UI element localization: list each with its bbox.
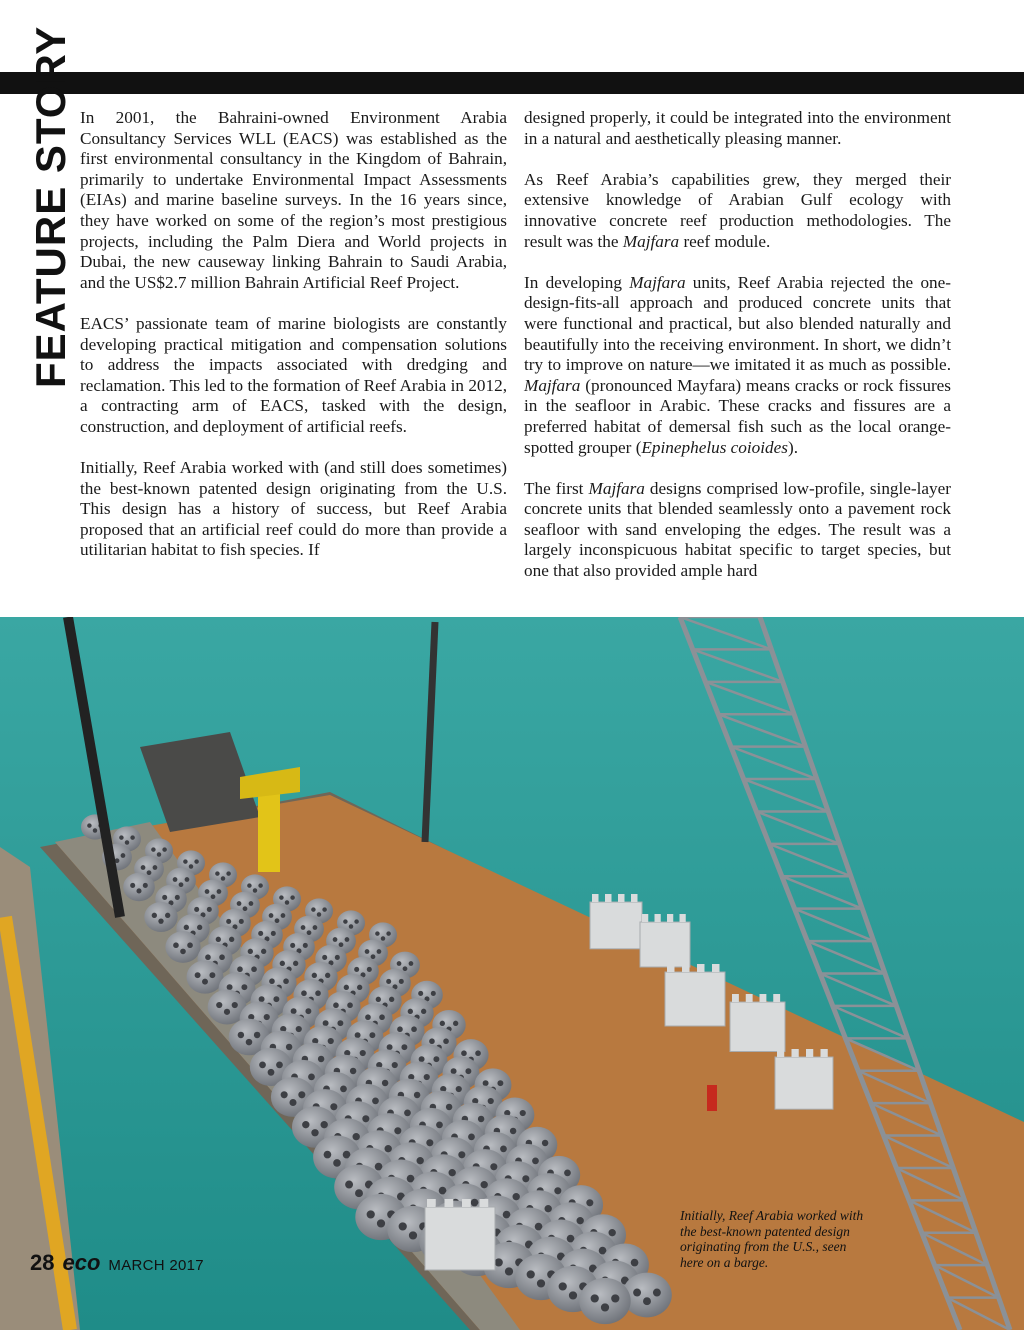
reef-ball-hole bbox=[461, 1050, 467, 1056]
reef-ball-hole bbox=[317, 912, 321, 916]
reef-ball-hole bbox=[221, 876, 225, 880]
reef-ball-hole bbox=[261, 949, 266, 954]
reef-ball-hole bbox=[254, 1032, 260, 1038]
module-battlement bbox=[618, 894, 625, 902]
module-battlement bbox=[697, 964, 705, 972]
reef-ball-hole bbox=[173, 877, 178, 882]
reef-ball-hole bbox=[554, 1187, 561, 1194]
reef-ball-hole bbox=[303, 943, 308, 948]
module-battlement bbox=[667, 914, 673, 922]
reef-ball-hole bbox=[330, 1103, 337, 1110]
reef-ball-hole bbox=[381, 936, 385, 940]
reef-ball-hole bbox=[389, 997, 394, 1002]
paragraph-3: Initially, Reef Arabia worked with (and still does sometimes) the best-known patented design originating from the U.S. This design has a history of success, but Reef Arabia proposed that an artificial reef could do more than provide a utilitarian habitat to fish species. If bbox=[80, 458, 507, 560]
reef-ball-hole bbox=[301, 925, 306, 930]
reef-ball-hole bbox=[633, 1289, 641, 1297]
reef-ball-hole bbox=[285, 900, 289, 904]
reef-ball-hole bbox=[339, 942, 344, 947]
paragraph-2: EACS’ passionate team of marine biologists are constantly developing practical mitigation and compensation solutions to address the impacts associated with dredging and reclamation. This led to the formation of Reef Arabia in 2012, a contracting arm of EACS, tasked with the design, construction, and deployment of artificial reefs. bbox=[80, 313, 507, 436]
reef-ball-hole bbox=[399, 1222, 407, 1230]
reef-ball-hole bbox=[481, 1181, 488, 1188]
reef-ball-hole bbox=[387, 1044, 393, 1050]
reef-ball-hole bbox=[375, 931, 379, 935]
reef-ball-hole bbox=[283, 978, 289, 984]
reef-ball-hole bbox=[183, 859, 187, 863]
reef-ball-hole bbox=[141, 865, 146, 870]
reef-ball-hole bbox=[483, 1080, 489, 1086]
reef-ball-hole bbox=[237, 901, 242, 906]
majfara-module bbox=[640, 922, 690, 967]
reef-ball-hole bbox=[343, 919, 347, 923]
reef-ball-hole bbox=[143, 883, 148, 888]
header-bar bbox=[0, 72, 1024, 94]
reef-ball-hole bbox=[194, 859, 198, 863]
reef-ball-hole bbox=[333, 937, 338, 942]
reef-ball-hole bbox=[175, 895, 180, 900]
paragraph-4: designed properly, it could be integrated into the environment in a natural and aesthetically pleasing manner. bbox=[524, 108, 951, 148]
reef-ball-hole bbox=[347, 1002, 353, 1008]
reef-ball-hole bbox=[219, 954, 225, 960]
reef-ball-hole bbox=[157, 852, 161, 856]
reef-ball-hole bbox=[349, 924, 353, 928]
reef-ball-hole bbox=[577, 1217, 584, 1224]
reef-ball-hole bbox=[209, 972, 215, 978]
reef-ball-hole bbox=[215, 871, 219, 875]
reef-ball-hole bbox=[147, 870, 152, 875]
reef-ball-hole bbox=[510, 1128, 516, 1134]
reef-ball-hole bbox=[372, 1097, 379, 1104]
module-battlement bbox=[445, 1199, 454, 1207]
reef-ball-hole bbox=[382, 1080, 388, 1086]
issue-date: MARCH 2017 bbox=[108, 1257, 204, 1274]
reef-ball-hole bbox=[185, 877, 190, 882]
reef-ball-hole bbox=[564, 1169, 571, 1176]
reef-ball-hole bbox=[468, 1133, 475, 1140]
reef-ball-hole bbox=[522, 1175, 529, 1182]
reef-ball-hole bbox=[446, 1104, 452, 1110]
reef-ball-hole bbox=[158, 919, 163, 924]
reef-ball-hole bbox=[275, 918, 280, 923]
section-label: FEATURE STORY bbox=[27, 25, 74, 388]
reef-ball-hole bbox=[505, 1267, 513, 1275]
reef-ball-hole bbox=[162, 895, 167, 900]
module-battlement bbox=[462, 1199, 471, 1207]
reef-ball-hole bbox=[392, 1062, 398, 1068]
module-battlement bbox=[667, 964, 675, 972]
reef-ball-hole bbox=[130, 835, 134, 839]
reef-ball-hole bbox=[360, 1050, 366, 1056]
reef-ball-hole bbox=[475, 1050, 481, 1056]
reef-ball-hole bbox=[394, 1127, 401, 1134]
reef-ball-hole bbox=[357, 985, 362, 990]
reef-ball-hole bbox=[369, 1032, 375, 1038]
reef-ball-hole bbox=[180, 949, 186, 955]
reef-ball-hole bbox=[350, 1068, 356, 1074]
module-battlement bbox=[680, 914, 686, 922]
reef-ball-hole bbox=[308, 1073, 315, 1080]
reef-ball-hole bbox=[542, 1140, 548, 1146]
reef-ball-hole bbox=[456, 1086, 462, 1092]
reef-ball-hole bbox=[559, 1282, 567, 1290]
reef-ball-hole bbox=[591, 1294, 599, 1302]
paragraph-7: The first Majfara designs comprised low-profile, single-layer concrete units that blended seamlessly onto a pavement rock seafloor with sand enveloping the edges. The result was a largely inconspicuous habitat specific to target species, but one that also provided ample hard bbox=[524, 478, 951, 581]
reef-ball-hole bbox=[251, 966, 257, 972]
reef-ball-hole bbox=[345, 937, 350, 942]
reef-ball-hole bbox=[165, 913, 170, 918]
reef-ball-hole bbox=[532, 1157, 539, 1164]
reef-ball-hole bbox=[401, 1044, 407, 1050]
module-battlement bbox=[732, 994, 739, 1002]
reef-ball-hole bbox=[241, 984, 247, 990]
worker bbox=[707, 1085, 717, 1111]
reef-ball-hole bbox=[238, 1032, 244, 1038]
reef-ball-hole bbox=[217, 889, 222, 894]
reef-ball-hole bbox=[249, 901, 254, 906]
reef-ball-hole bbox=[305, 1008, 311, 1014]
reef-ball-hole bbox=[211, 894, 216, 899]
reef-ball-hole bbox=[248, 949, 253, 954]
reef-ball-hole bbox=[362, 1115, 369, 1122]
reef-ball-hole bbox=[399, 979, 404, 984]
reef-ball-hole bbox=[440, 1021, 445, 1026]
reef-ball-hole bbox=[224, 1009, 230, 1015]
module-battlement bbox=[480, 1199, 489, 1207]
reef-ball-hole bbox=[296, 1026, 302, 1032]
reef-ball-hole bbox=[312, 973, 317, 978]
reef-ball-hole bbox=[311, 907, 315, 911]
reef-ball-hole bbox=[365, 1014, 371, 1020]
reef-ball-hole bbox=[205, 954, 211, 960]
reef-ball-hole bbox=[403, 966, 408, 971]
reef-ball-hole bbox=[451, 1068, 457, 1074]
reef-ball-hole bbox=[355, 1032, 361, 1038]
reef-ball-hole bbox=[365, 949, 370, 954]
reef-ball-hole bbox=[179, 882, 184, 887]
reef-ball-hole bbox=[353, 1133, 360, 1140]
reef-ball bbox=[123, 873, 155, 901]
reef-ball-hole bbox=[290, 943, 295, 948]
module-battlement bbox=[605, 894, 612, 902]
reef-ball-hole bbox=[318, 1056, 324, 1062]
reef-ball-hole bbox=[302, 1121, 309, 1128]
module-battlement bbox=[642, 914, 648, 922]
reef-ball-hole bbox=[397, 961, 402, 966]
reef-ball-hole bbox=[449, 1169, 456, 1176]
reef-ball-hole bbox=[291, 1008, 297, 1014]
reef-ball-hole bbox=[386, 979, 391, 984]
reef-ball-hole bbox=[443, 1038, 449, 1044]
reef-ball-hole bbox=[328, 1038, 334, 1044]
reef-ball-hole bbox=[340, 1085, 347, 1092]
reef-ball-hole bbox=[653, 1289, 661, 1297]
reef-ball-hole bbox=[417, 1157, 424, 1164]
reef-ball-hole bbox=[513, 1193, 520, 1200]
reef-ball-hole bbox=[408, 1009, 413, 1014]
reef-ball-hole bbox=[404, 1109, 411, 1116]
reef-ball-hole bbox=[424, 1074, 430, 1080]
reef-ball-hole bbox=[333, 1159, 341, 1167]
reef-ball-hole bbox=[426, 1139, 433, 1146]
reef-ball-hole bbox=[409, 961, 414, 966]
reef-ball-hole bbox=[323, 1020, 329, 1026]
reef-ball-hole bbox=[207, 907, 212, 912]
reef-ball bbox=[144, 902, 177, 932]
reef-ball-hole bbox=[281, 1091, 288, 1098]
article-column-right bbox=[524, 108, 951, 582]
reef-ball-hole bbox=[354, 919, 358, 923]
reef-ball-hole bbox=[253, 888, 257, 892]
module-battlement bbox=[631, 894, 638, 902]
reef-ball-hole bbox=[259, 1061, 266, 1068]
reef-ball-hole bbox=[478, 1116, 484, 1122]
reef-ball-hole bbox=[136, 888, 141, 893]
reef-ball bbox=[579, 1278, 630, 1324]
majfara-module bbox=[730, 1002, 785, 1052]
reef-ball-hole bbox=[322, 955, 327, 960]
majfara-module bbox=[665, 972, 725, 1026]
reef-ball-hole bbox=[631, 1259, 639, 1267]
module-battlement bbox=[746, 994, 753, 1002]
reef-ball-hole bbox=[311, 1129, 318, 1136]
reef-ball-hole bbox=[411, 1026, 417, 1032]
page-number: 28 bbox=[30, 1250, 55, 1275]
reef-ball-hole bbox=[121, 853, 126, 858]
reef-ball-hole bbox=[367, 1210, 375, 1218]
reef-ball-hole bbox=[216, 937, 221, 942]
reef-ball-hole bbox=[289, 1099, 296, 1106]
reef-ball-hole bbox=[246, 1039, 252, 1045]
reef-ball-hole bbox=[264, 1014, 270, 1020]
reef-ball-hole bbox=[520, 1110, 526, 1116]
reef-ball-hole bbox=[322, 907, 326, 911]
reef-ball-hole bbox=[379, 1014, 385, 1020]
reef-ball-hole bbox=[184, 925, 189, 930]
reef-ball-hole bbox=[397, 1026, 403, 1032]
reef-ball-hole bbox=[232, 1002, 238, 1008]
reef-ball bbox=[187, 960, 224, 993]
reef-ball-hole bbox=[153, 865, 158, 870]
reef-ball-hole bbox=[321, 1121, 328, 1128]
reef-ball-hole bbox=[601, 1303, 609, 1311]
paragraph-1: In 2001, the Bahraini-owned Environment Arabia Consultancy Services WLL (EACS) was established as the first environmental consultancy in the Kingdom of Bahrain, primarily to undertake Environmental Impact Assessments (EIAs) and marine baseline surveys. In the 16 years since, they have worked on some of the region’s most prestigious projects, including the Palm Diera and World projects in Dubai, the new causeway linking Bahrain to Saudi Arabia, and the US$2.7 million Bahrain Artificial Reef Project. bbox=[80, 108, 507, 292]
reef-ball-hole bbox=[324, 1151, 332, 1159]
majfara-module bbox=[425, 1207, 495, 1270]
reef-ball-hole bbox=[433, 1056, 439, 1062]
reef-ball-hole bbox=[195, 972, 201, 978]
reef-ball-hole bbox=[152, 913, 157, 918]
reef-ball-hole bbox=[271, 931, 276, 936]
module-battlement bbox=[792, 1049, 799, 1057]
reef-ball-hole bbox=[527, 1270, 535, 1278]
reef-ball-hole bbox=[239, 919, 244, 924]
reef-ball-hole bbox=[194, 907, 199, 912]
reef-ball-hole bbox=[258, 883, 262, 887]
reef-ball-hole bbox=[280, 961, 285, 966]
reef-ball-hole bbox=[87, 823, 91, 827]
reef-ball-hole bbox=[130, 883, 135, 888]
reef-ball-hole bbox=[643, 1297, 651, 1305]
reef-ball-hole bbox=[293, 961, 298, 966]
reef-ball-hole bbox=[418, 991, 423, 996]
module-battlement bbox=[592, 894, 599, 902]
reef-ball-hole bbox=[125, 840, 129, 844]
module-battlement bbox=[777, 1049, 784, 1057]
module-battlement bbox=[712, 964, 720, 972]
reef-ball-hole bbox=[119, 835, 123, 839]
reef-ball-hole bbox=[229, 937, 234, 942]
reef-ball-hole bbox=[537, 1279, 545, 1287]
reef-ball-hole bbox=[205, 889, 210, 894]
reef-ball-hole bbox=[500, 1145, 507, 1152]
reef-ball-hole bbox=[421, 1009, 426, 1014]
reef-ball-hole bbox=[367, 967, 372, 972]
reef-ball-hole bbox=[197, 925, 202, 930]
reef-ball-hole bbox=[151, 847, 155, 851]
reef-ball-hole bbox=[216, 1002, 222, 1008]
reef-ball-hole bbox=[495, 1258, 503, 1266]
reef-ball-hole bbox=[290, 895, 294, 899]
reef-ball-hole bbox=[247, 883, 251, 887]
reef-ball-hole bbox=[345, 1181, 353, 1189]
reef-ball-hole bbox=[258, 931, 263, 936]
reef-ball-hole bbox=[488, 1098, 494, 1104]
reef-ball-hole bbox=[371, 954, 376, 959]
majfara-module bbox=[775, 1057, 833, 1109]
reef-ball-hole bbox=[226, 871, 230, 875]
reef-ball-hole bbox=[226, 919, 231, 924]
module-battlement bbox=[427, 1199, 436, 1207]
reef-ball-hole bbox=[301, 990, 307, 996]
reef-ball-hole bbox=[269, 978, 275, 984]
reef-ball-hole bbox=[313, 925, 318, 930]
article-column-left bbox=[80, 108, 507, 561]
reef-ball-hole bbox=[337, 1020, 343, 1026]
reef-ball-hole bbox=[436, 1121, 443, 1128]
reef-ball-hole bbox=[269, 913, 274, 918]
reef-ball-hole bbox=[315, 990, 321, 996]
reef-ball bbox=[165, 931, 200, 963]
module-battlement bbox=[760, 994, 767, 1002]
page-footer bbox=[30, 1250, 204, 1276]
reef-ball-hole bbox=[344, 985, 349, 990]
reef-ball-hole bbox=[377, 1219, 385, 1227]
reef-ball-hole bbox=[497, 1080, 503, 1086]
module-battlement bbox=[682, 964, 690, 972]
reef-ball-hole bbox=[419, 1056, 425, 1062]
reef-ball-hole bbox=[325, 973, 330, 978]
reef-ball-hole bbox=[569, 1291, 577, 1299]
majfara-module bbox=[590, 902, 642, 949]
reef-ball-hole bbox=[202, 979, 208, 985]
reef-ball-hole bbox=[227, 984, 233, 990]
magazine-name: eco bbox=[62, 1250, 101, 1275]
reef-ball-hole bbox=[268, 1069, 275, 1076]
reef-ball-hole bbox=[609, 1229, 616, 1236]
reef-ball-hole bbox=[173, 942, 179, 948]
reef-ball-hole bbox=[376, 997, 381, 1002]
reef-ball-hole bbox=[490, 1163, 497, 1170]
reef-ball-hole bbox=[386, 931, 390, 935]
reef-ball-hole bbox=[377, 949, 382, 954]
reef-ball-hole bbox=[429, 1038, 435, 1044]
module-battlement bbox=[806, 1049, 813, 1057]
module-battlement bbox=[773, 994, 780, 1002]
module-battlement bbox=[821, 1049, 828, 1057]
reef-ball-hole bbox=[453, 1021, 458, 1026]
reef-ball-hole bbox=[611, 1294, 619, 1302]
reef-ball-hole bbox=[189, 864, 193, 868]
reef-ball-hole bbox=[431, 991, 436, 996]
reef-ball-hole bbox=[355, 1189, 363, 1197]
reef-ball-hole bbox=[243, 906, 248, 911]
reef-ball-hole bbox=[276, 1061, 283, 1068]
reef-ball-hole bbox=[545, 1205, 552, 1212]
reef-ball-hole bbox=[93, 828, 97, 832]
reef-ball-hole bbox=[307, 930, 312, 935]
reef-ball-hole bbox=[465, 1068, 471, 1074]
barge-photo bbox=[0, 617, 1024, 1330]
module-battlement bbox=[655, 914, 661, 922]
reef-ball-hole bbox=[281, 913, 286, 918]
reef-ball-hole bbox=[333, 1002, 339, 1008]
reef-ball-hole bbox=[237, 966, 243, 972]
reef-ball-hole bbox=[458, 1151, 465, 1158]
reef-ball-hole bbox=[298, 1091, 305, 1098]
reef-ball-hole bbox=[414, 1092, 420, 1098]
reef-ball-hole bbox=[259, 996, 265, 1002]
photo-caption: Initially, Reef Arabia worked with the best-known patented design originating from the U.S., seen here on a barge. bbox=[680, 1208, 864, 1270]
reef-ball-hole bbox=[385, 1145, 392, 1152]
reef-ball-hole bbox=[409, 1231, 417, 1239]
reef-ball-hole bbox=[279, 895, 283, 899]
paragraph-5: As Reef Arabia’s capabilities grew, they merged their extensive knowledge of Arabian Gulf ecology with innovative concrete reef production methodologies. The result was the Majfara reef module. bbox=[524, 169, 951, 251]
reef-ball-hole bbox=[187, 942, 193, 948]
reef-ball-hole bbox=[162, 847, 166, 851]
reef-ball-hole bbox=[354, 967, 359, 972]
reef-ball-hole bbox=[335, 955, 340, 960]
reef-ball-hole bbox=[273, 996, 279, 1002]
reef-ball-hole bbox=[586, 1199, 593, 1206]
paragraph-6: In developing Majfara units, Reef Arabia rejected the one-design-fits-all approach and produced concrete units that were functional and practical, but also blended naturally and beautifully into the receiving environment. In short, we didn’t try to improve on nature—we imitated it as much as possible. Majfara (pronounced Mayfara) means cracks or rock fissures in the seafloor in Arabic. These cracks and fissures are a preferred habitat of demersal fish such as the local orange-spotted grouper (Epinephelus coioides). bbox=[524, 272, 951, 457]
reef-ball-hole bbox=[286, 1044, 292, 1050]
